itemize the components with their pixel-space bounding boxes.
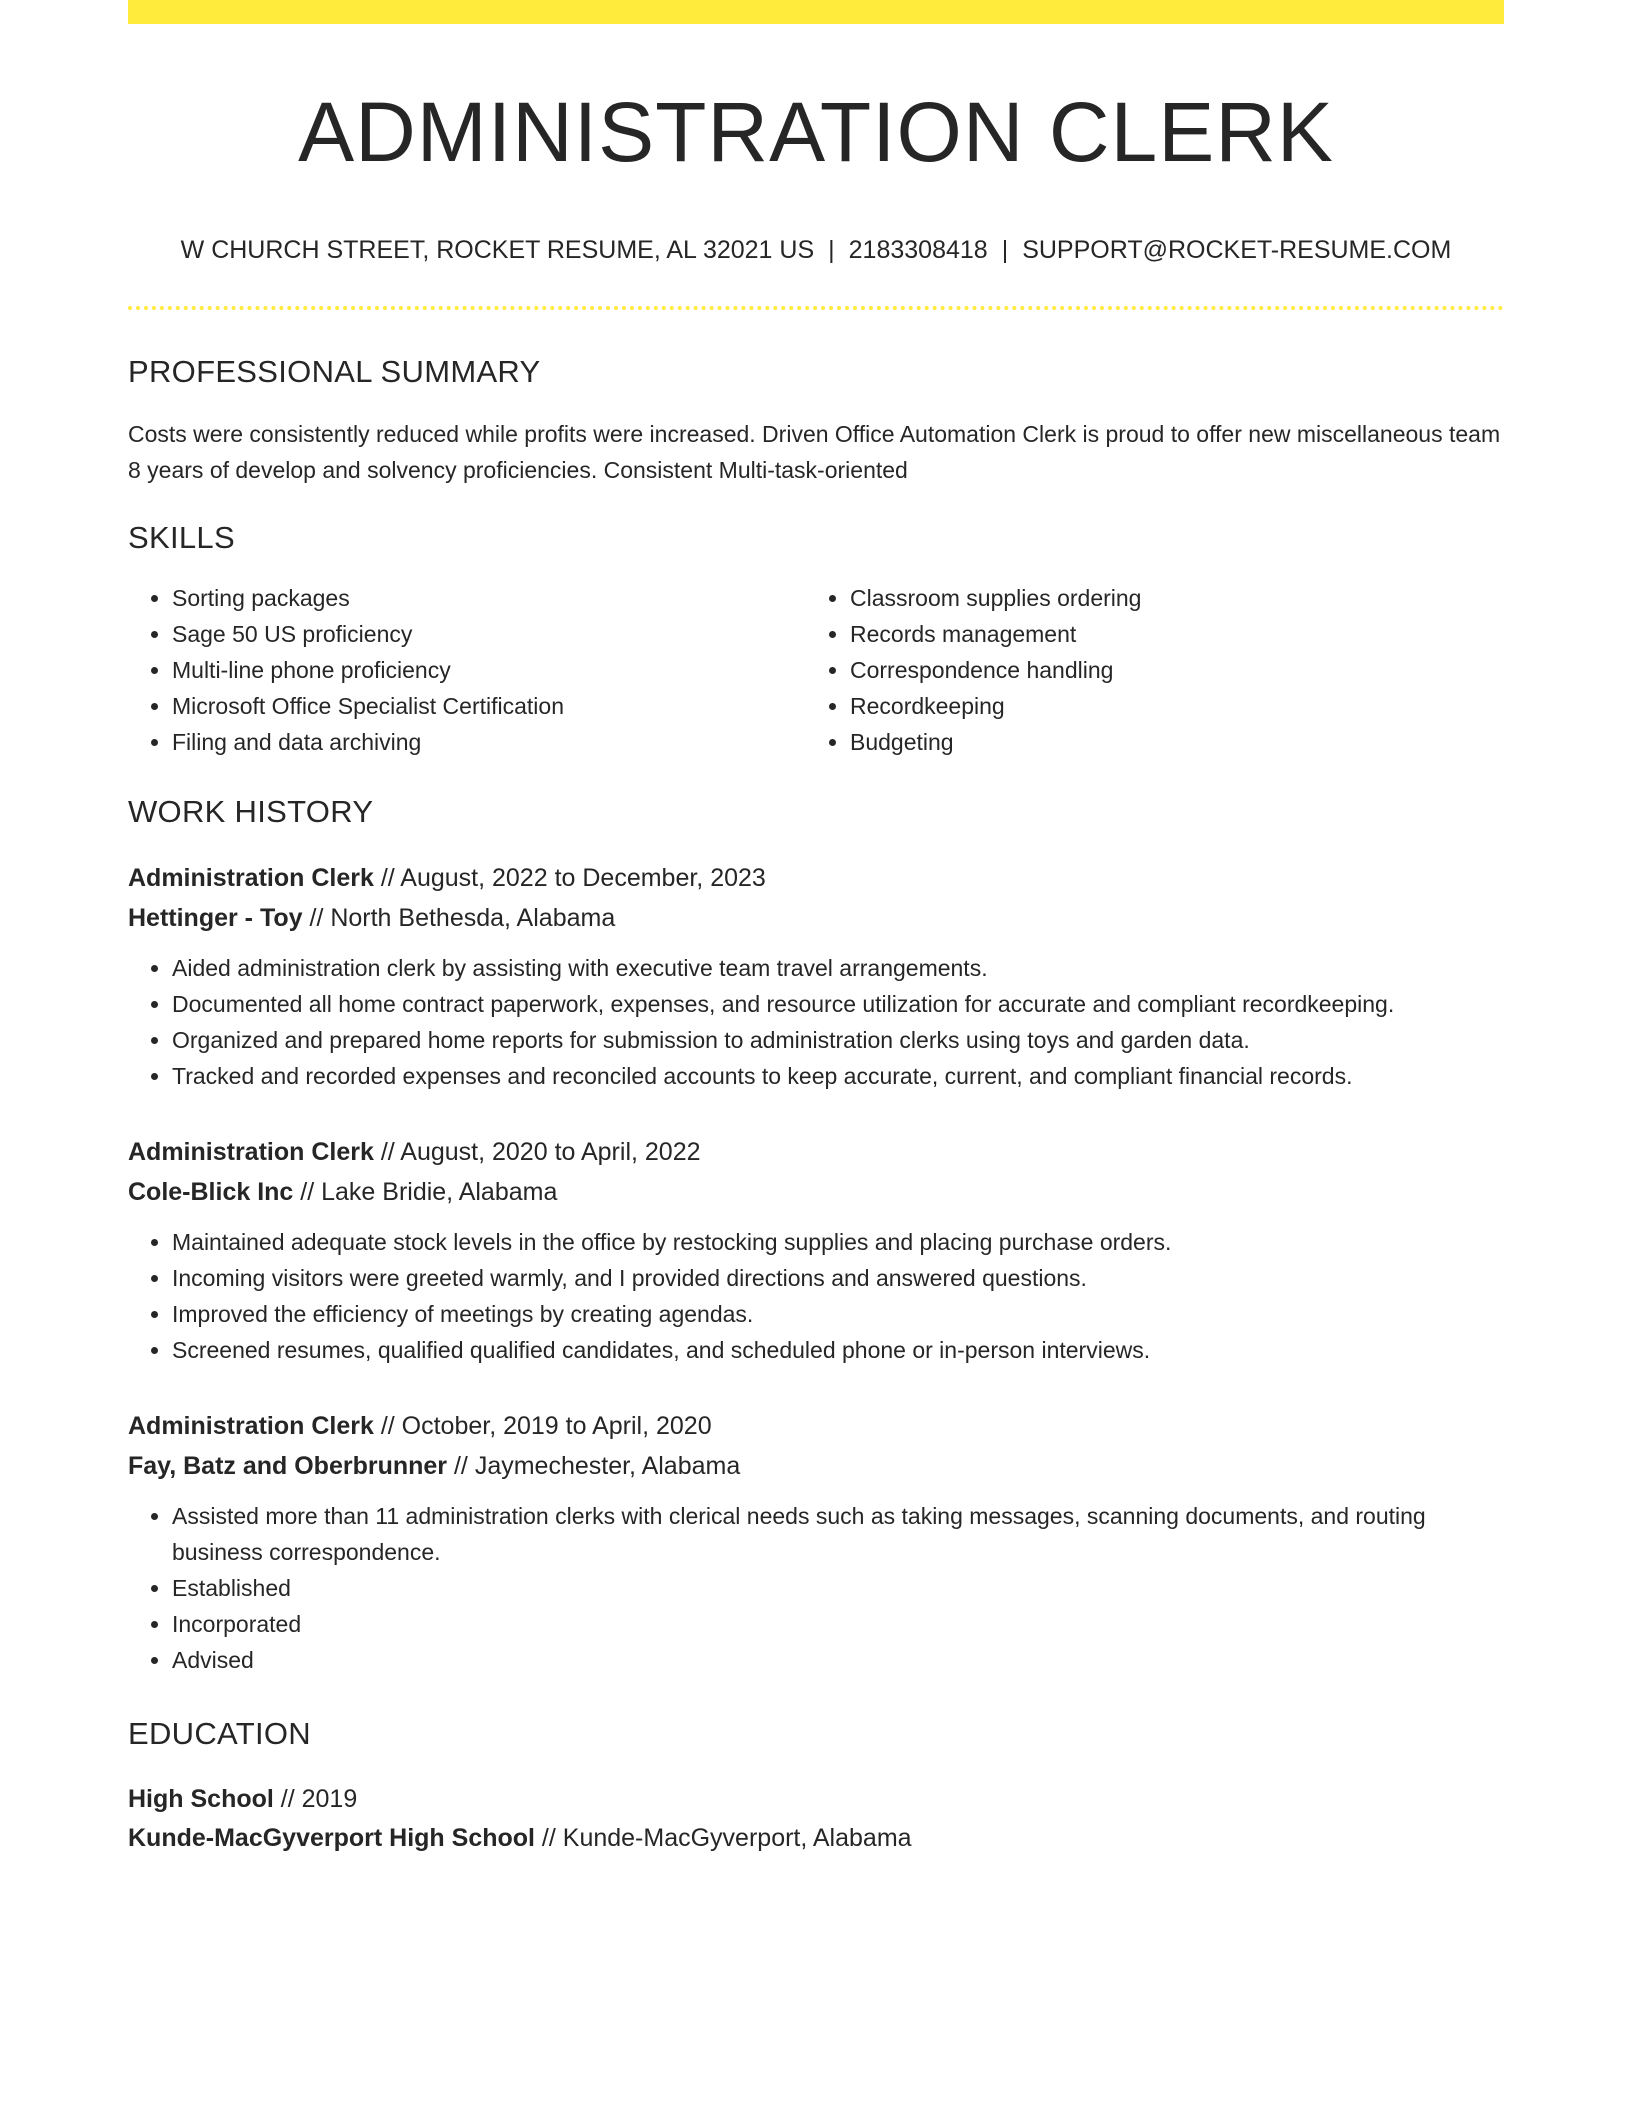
skill-item: • Sorting packages	[172, 580, 806, 616]
job-title-line	[128, 858, 1504, 898]
skill-item: • Sage 50 US proficiency	[172, 616, 806, 652]
job-bullet: • Documented all home contract paperwork, expenses, and resource utilization for accurate and compliant recordkeeping.	[172, 986, 1504, 1022]
skill-item: • Recordkeeping	[850, 688, 1484, 724]
skills-list	[128, 580, 1504, 760]
contact-email: SUPPORT@ROCKET-RESUME.COM	[1022, 236, 1452, 264]
job-role: Administration Clerk	[128, 1412, 374, 1440]
job-bullet: • Improved the efficiency of meetings by creating agendas.	[172, 1296, 1504, 1332]
job-bullets	[128, 1498, 1504, 1678]
skill-item: • Records management	[850, 616, 1484, 652]
job-company-line	[128, 898, 1504, 938]
skill-item: • Correspondence handling	[850, 652, 1484, 688]
summary-text: Costs were consistently reduced while profits were increased. Driven Office Automation Clerk is proud to offer new miscellaneous team 8 years of develop and solvency proficiencies. Consistent Multi-task-oriented	[128, 421, 1501, 483]
job-bullet: • Incoming visitors were greeted warmly, and I provided directions and answered questions.	[172, 1260, 1504, 1296]
work-history-heading: WORK HISTORY	[128, 794, 374, 829]
job-bullet: • Screened resumes, qualified qualified candidates, and scheduled phone or in-person interviews.	[172, 1332, 1504, 1368]
job-title-line	[128, 1132, 1504, 1172]
dotted-divider	[128, 306, 1504, 310]
job-bullets	[128, 1224, 1504, 1368]
skills-column-left	[128, 580, 806, 760]
summary-heading: PROFESSIONAL SUMMARY	[128, 354, 541, 389]
job-bullets	[128, 950, 1504, 1094]
job-bullet: • Assisted more than 11 administration clerks with clerical needs such as taking messages, scanning documents, and routing business correspondence.	[172, 1498, 1504, 1570]
education-degree: High School	[128, 1785, 274, 1813]
skills-heading: SKILLS	[128, 520, 235, 555]
job-role: Administration Clerk	[128, 864, 374, 892]
job-entry	[128, 1132, 1504, 1368]
job-company: Cole-Blick Inc	[128, 1178, 294, 1206]
job-bullet: • Advised	[172, 1642, 1504, 1678]
job-bullet: • Organized and prepared home reports for submission to administration clerks using toys and garden data.	[172, 1022, 1504, 1058]
job-company: Fay, Batz and Oberbrunner	[128, 1452, 448, 1480]
resume-name: ADMINISTRATION CLERK	[298, 85, 1334, 179]
job-bullet: • Aided administration clerk by assisting with executive team travel arrangements.	[172, 950, 1504, 986]
job-role: Administration Clerk	[128, 1138, 374, 1166]
education-year: // 2019	[273, 1785, 358, 1813]
job-entry	[128, 1406, 1504, 1678]
education-degree-line	[128, 1780, 1504, 1819]
skills-column-right	[806, 580, 1484, 760]
resume-page	[128, 0, 1504, 1858]
education-heading: EDUCATION	[128, 1716, 311, 1751]
job-bullet: • Established	[172, 1570, 1504, 1606]
skill-item: • Budgeting	[850, 724, 1484, 760]
contact-separator: |	[828, 236, 835, 264]
job-company-line	[128, 1172, 1504, 1212]
education-school: Kunde-MacGyverport High School	[128, 1824, 535, 1852]
contact-phone: 2183308418	[848, 236, 988, 264]
job-bullet: • Maintained adequate stock levels in the office by restocking supplies and placing purchase orders.	[172, 1224, 1504, 1260]
job-location: // Lake Bridie, Alabama	[293, 1178, 558, 1206]
education-school-line	[128, 1819, 1504, 1858]
job-dates: // August, 2020 to April, 2022	[373, 1138, 701, 1166]
skill-item: • Filing and data archiving	[172, 724, 806, 760]
job-dates: // October, 2019 to April, 2020	[373, 1412, 712, 1440]
accent-top-bar	[128, 0, 1504, 24]
contact-line	[128, 234, 1504, 266]
contact-separator: |	[1001, 236, 1009, 264]
skill-item: • Multi-line phone proficiency	[172, 652, 806, 688]
skill-item: • Classroom supplies ordering	[850, 580, 1484, 616]
job-location: // Jaymechester, Alabama	[447, 1452, 741, 1480]
job-dates: // August, 2022 to December, 2023	[373, 864, 766, 892]
contact-address: W CHURCH STREET, ROCKET RESUME, AL 32021 US	[180, 236, 815, 264]
job-company-line	[128, 1446, 1504, 1486]
job-company: Hettinger - Toy	[128, 904, 303, 932]
job-bullet: • Incorporated	[172, 1606, 1504, 1642]
skill-item: • Microsoft Office Specialist Certification	[172, 688, 806, 724]
job-location: // North Bethesda, Alabama	[302, 904, 616, 932]
education-entry	[128, 1780, 1504, 1858]
job-bullet: • Tracked and recorded expenses and reconciled accounts to keep accurate, current, and compliant financial records.	[172, 1058, 1504, 1094]
education-location: // Kunde-MacGyverport, Alabama	[534, 1824, 912, 1852]
job-title-line	[128, 1406, 1504, 1446]
job-entry	[128, 858, 1504, 1094]
